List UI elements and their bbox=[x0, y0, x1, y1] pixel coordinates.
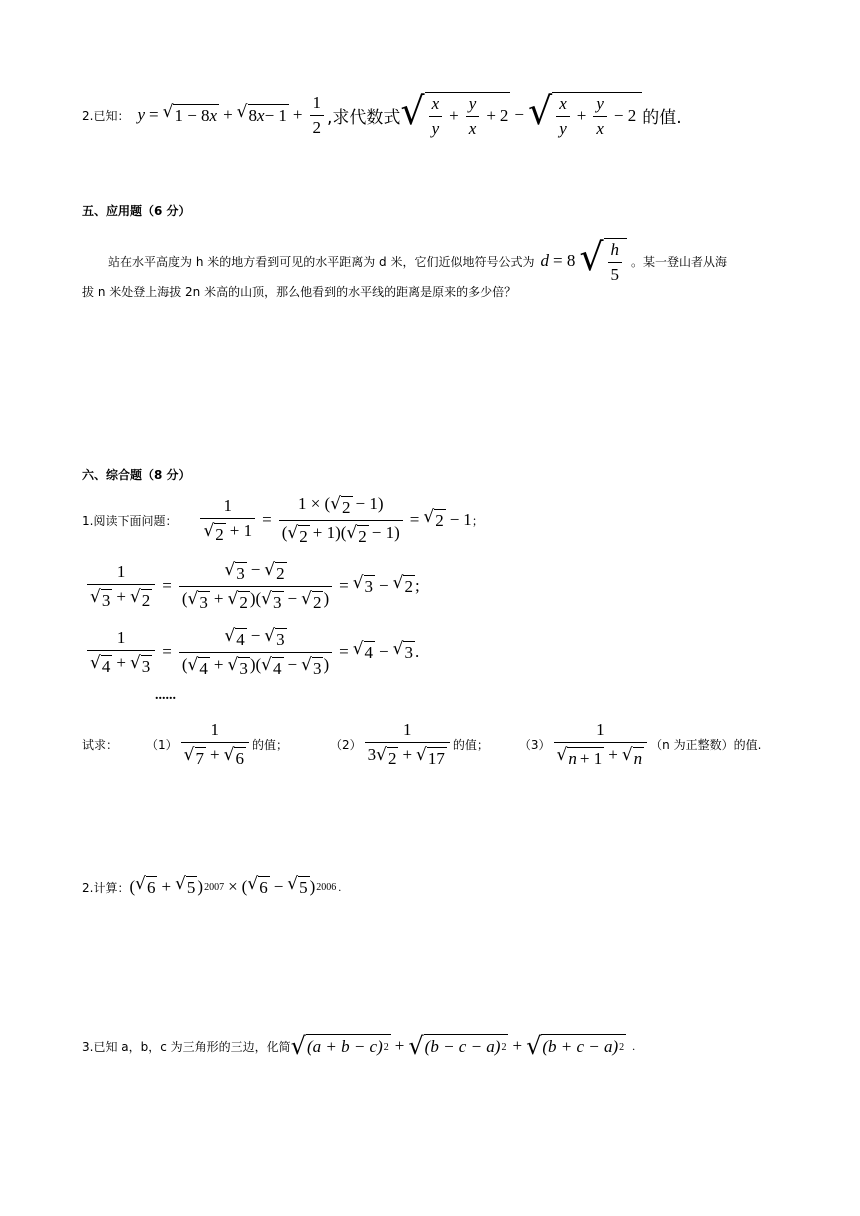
try-line: 试求： （1） 1 √ 7 + √ 6 的值； （2） 1 3 √ 2 + √ 17 的值； （3） 1 √ n + 1 + √ n （n 为正整数）的值. bbox=[82, 720, 762, 768]
reading-line-2: 1 √ 3 + √ 2 = √ 3 − √ 2 ( √ 3 + √ 2 )( √ 3 − √ 2 ) = √ 3 − √ 2 ; bbox=[84, 560, 420, 612]
q2-calc-line: 2.计算： ( √ 6 + √ 5 ) 2007 × ( √ 6 − √ 5 ) 2006 . bbox=[82, 874, 342, 897]
sqrt-1-8x: √ 1 − 8 x bbox=[162, 102, 218, 126]
q3-line: 3.已知 a，b，c 为三角形的三边，化简 √ (a + b − c) 2 + √ (b − c − a) 2 + √ (b + c − a) 2 . bbox=[82, 1032, 636, 1060]
section5-line1: 站在水平高度为 h 米的地方看到可见的水平距离为 d 米，它们近似地符号公式为 d = 8 √ $\frac{h}{5}$ 。某一登山者从海 bbox=[108, 235, 728, 284]
reading-line-1: 1.阅读下面问题： 1 √ 2 + 1 = 1 × ( √ 2 − 1) ( √ 2 + 1)( √ 2 − 1) = √ 2 − 1 ； bbox=[82, 494, 484, 546]
q2-tail: 的值. bbox=[642, 107, 682, 128]
ellipsis: ...... bbox=[155, 688, 176, 703]
reading-line-3: 1 √ 4 + √ 3 = √ 4 − √ 3 ( √ 4 + √ 3 )( √ 4 − √ 3 ) = √ 4 − √ 3 . bbox=[84, 626, 419, 678]
formula-d: d = 8 √ $\frac{h}{5}$ bbox=[540, 238, 627, 284]
q2-comma-text: ,求代数式 bbox=[327, 107, 401, 128]
sqrt-expr-1: √ $\frac{x}{y}$ + $\frac{y}{x}$ + 2 bbox=[400, 89, 509, 138]
sqrt-8x-1: √ 8 x − 1 bbox=[236, 102, 287, 126]
section5-heading: 五、应用题（6 分） bbox=[82, 204, 191, 218]
sqrt-expr-2: √ $\frac{x}{y}$ + $\frac{y}{x}$ − 2 bbox=[528, 92, 642, 138]
q2-formula: y = √ 1 − 8 x + √ 8 x − 1 + $\frac{1}{2}$ ,求代数式 √ $\frac{x}{y}$ + $\frac{y}{x}$ + 2 − √ $\frac{x}{y}$ + $\frac{y}{x}$ − 2 的值. bbox=[137, 89, 682, 138]
frac-half: $\frac{1}{2}$ bbox=[310, 93, 325, 137]
q2-label: 2.已知： bbox=[82, 108, 130, 123]
section5-line2: 拔 n 米处登上海拔 2n 米高的山顶，那么他看到的水平线的距离是原来的多少倍？ bbox=[82, 285, 517, 299]
q2-given-line bbox=[82, 89, 682, 138]
section6-heading: 六、综合题（8 分） bbox=[82, 468, 191, 482]
